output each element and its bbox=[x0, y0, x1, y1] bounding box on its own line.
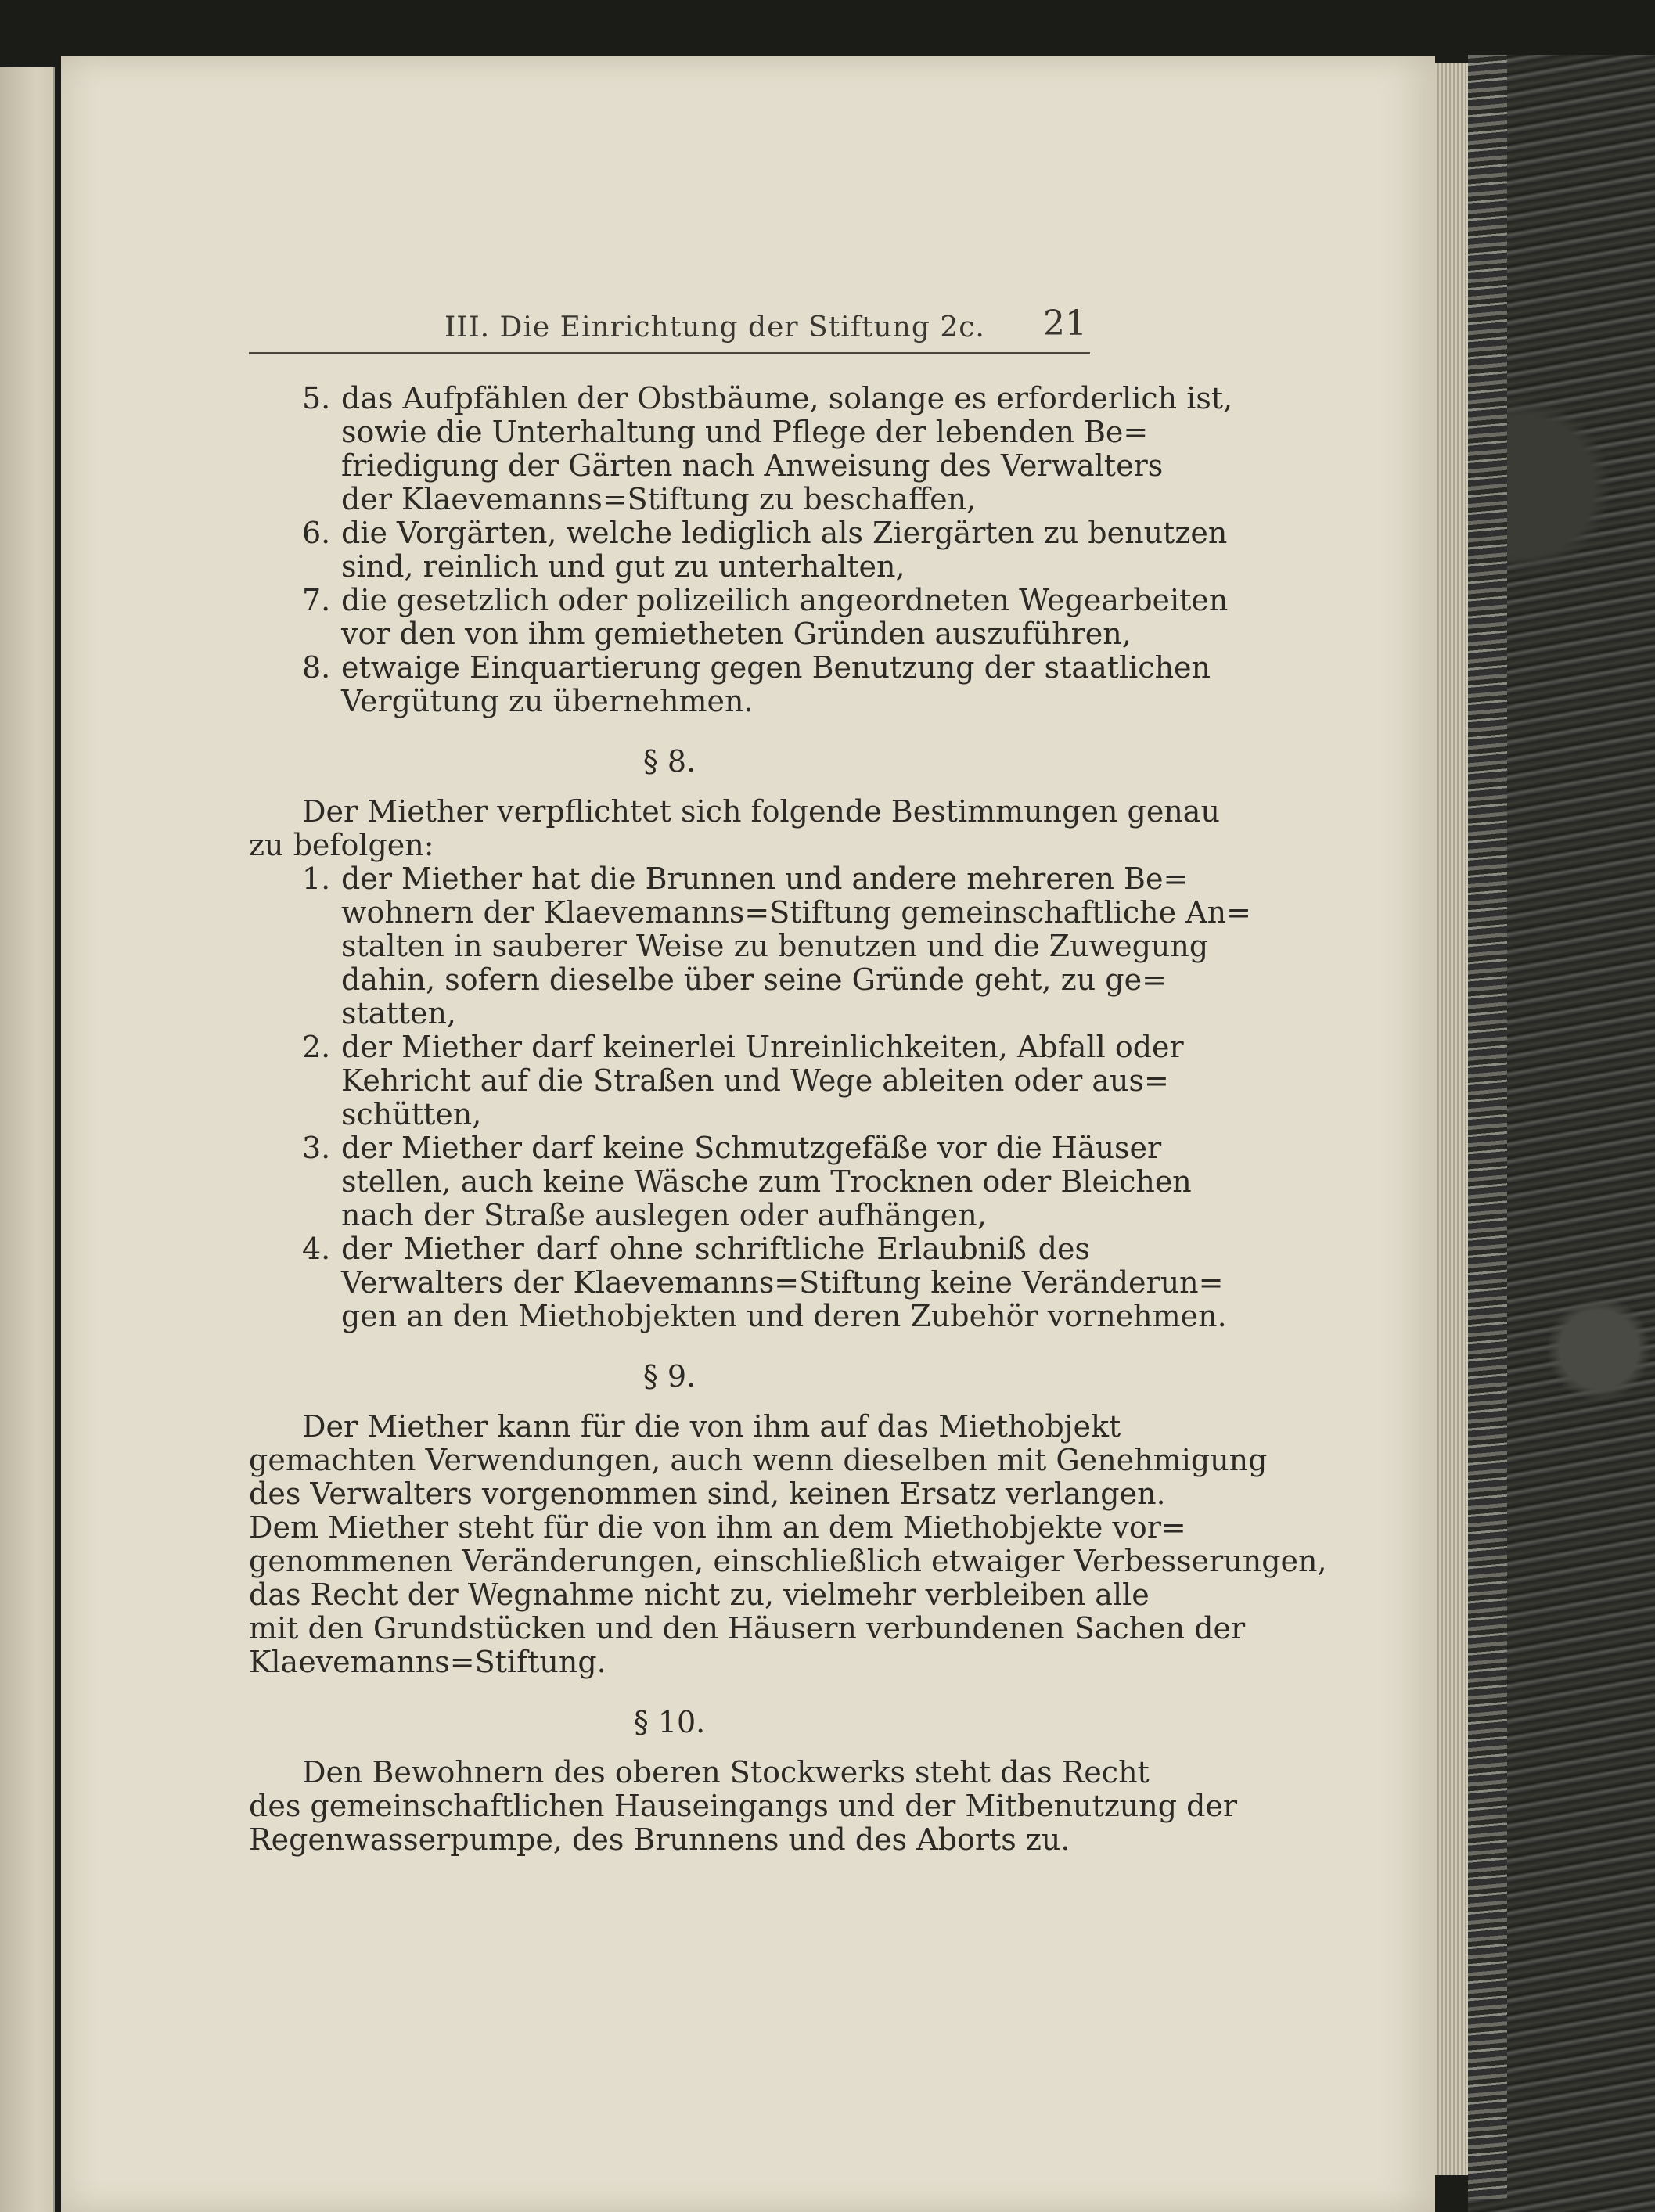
text-line: der Miether darf keinerlei Unreinlichkeiten, Abfall oder bbox=[341, 1030, 1184, 1064]
text-line: sowie die Unterhaltung und Pflege der lebenden Be= bbox=[341, 415, 1149, 449]
text-line: Verwalters der Klaevemanns=Stiftung keine Veränderun= bbox=[341, 1265, 1224, 1300]
list-item: 6. die Vorgärten, welche lediglich als Ziergärten zu benutzen sind, reinlich und gut zu unterhalten, bbox=[302, 516, 1228, 584]
text-line: wohnern der Klaevemanns=Stiftung gemeinschaftliche An= bbox=[341, 895, 1251, 930]
text-line: Der Miether kann für die von ihm auf das Miethobjekt bbox=[302, 1409, 1121, 1444]
page-stack-edges bbox=[1435, 63, 1468, 2175]
text-line: der Miether hat die Brunnen und andere mehreren Be= bbox=[341, 861, 1189, 896]
text-line: nach der Straße auslegen oder aufhängen, bbox=[341, 1198, 987, 1232]
section-heading: § 9. bbox=[642, 1359, 696, 1394]
text-line: sind, reinlich und gut zu unterhalten, bbox=[341, 549, 905, 584]
text-line: dahin, sofern dieselbe über seine Gründe geht, zu ge= bbox=[341, 962, 1167, 997]
text-line: mit den Grundstücken und den Häusern verbundenen Sachen der bbox=[249, 1611, 1246, 1646]
section-heading: § 10. bbox=[633, 1705, 706, 1739]
list-item: 7. die gesetzlich oder polizeilich angeordneten Wegearbeiten vor den von ihm gemietheten Gründen auszuführen, bbox=[302, 583, 1229, 651]
text-line: Vergütung zu übernehmen. bbox=[341, 684, 754, 718]
text-line: der Miether darf ohne schriftliche Erlaubniß des bbox=[341, 1232, 1090, 1266]
list-item: 2. der Miether darf keinerlei Unreinlichkeiten, Abfall oder Kehricht auf die Straßen und Wege ableiten oder aus= schütten, bbox=[302, 1030, 1184, 1131]
header-rule bbox=[249, 352, 1090, 354]
text-line: gemachten Verwendungen, auch wenn dieselben mit Genehmigung bbox=[249, 1443, 1268, 1477]
text-line: etwaige Einquartierung gegen Benutzung der staatlichen bbox=[341, 650, 1211, 685]
list-item: 1. der Miether hat die Brunnen und andere mehreren Be= wohnern der Klaevemanns=Stiftung gemeinschaftliche An= stalten in sauberer Weise zu benutzen und die Zuwegung dahin, sofern dieselbe über seine Gründe geht, zu ge= statten, bbox=[302, 861, 1251, 1030]
text-line: Den Bewohnern des oberen Stockwerks steht das Recht bbox=[302, 1755, 1150, 1789]
list-item: 3. der Miether darf keine Schmutzgefäße vor die Häuser stellen, auch keine Wäsche zum Trocknen oder Bleichen nach der Straße auslegen oder aufhängen, bbox=[302, 1131, 1192, 1232]
text-line: das Recht der Wegnahme nicht zu, vielmehr verbleiben alle bbox=[249, 1577, 1150, 1612]
text-line: Kehricht auf die Straßen und Wege ableiten oder aus= bbox=[341, 1063, 1169, 1098]
text-line: Klaevemanns=Stiftung. bbox=[249, 1645, 606, 1679]
list-item: 5. das Aufpfählen der Obstbäume, solange es erforderlich ist, sowie die Unterhaltung und Pflege der lebenden Be= friedigung der Gärten nach Anweisung des Verwalters der Klaevemanns=Stiftung zu beschaffen, bbox=[302, 381, 1233, 516]
text-line: schütten, bbox=[341, 1097, 482, 1131]
text-line: des Verwalters vorgenommen sind, keinen Ersatz verlangen. bbox=[249, 1476, 1166, 1511]
text-line: zu befolgen: bbox=[249, 828, 434, 862]
section-heading: § 8. bbox=[642, 744, 696, 779]
text-line: die gesetzlich oder polizeilich angeordneten Wegearbeiten bbox=[341, 583, 1229, 617]
text-line: die Vorgärten, welche lediglich als Ziergärten zu benutzen bbox=[341, 516, 1228, 550]
text-line: vor den von ihm gemietheten Gründen auszuführen, bbox=[341, 617, 1132, 651]
text-line: Der Miether verpflichtet sich folgende Bestimmungen genau bbox=[302, 794, 1220, 829]
text-line: statten, bbox=[341, 996, 457, 1030]
running-title: III. Die Einrichtung der Stiftung 2c. bbox=[444, 311, 985, 343]
text-line: Dem Miether steht für die von ihm an dem Miethobjekte vor= bbox=[249, 1510, 1186, 1545]
text-line: des gemeinschaftlichen Hauseingangs und der Mitbenutzung der bbox=[249, 1789, 1238, 1823]
list-item: 8. etwaige Einquartierung gegen Benutzung der staatlichen Vergütung zu übernehmen. bbox=[302, 650, 1211, 718]
facing-page-edge bbox=[0, 67, 55, 2212]
text-line: der Klaevemanns=Stiftung zu beschaffen, bbox=[341, 482, 977, 516]
text-line: stellen, auch keine Wäsche zum Trocknen oder Bleichen bbox=[341, 1164, 1192, 1199]
list-item: 4. der Miether darf ohne schriftliche Erlaubniß des Verwalters der Klaevemanns=Stiftung keine Veränderun= gen an den Miethobjekten und deren Zubehör vornehmen. bbox=[302, 1232, 1227, 1333]
binding-spine-strip bbox=[1468, 55, 1507, 2199]
running-header bbox=[249, 304, 1090, 358]
text-line: stalten in sauberer Weise zu benutzen und die Zuwegung bbox=[341, 929, 1209, 963]
text-line: gen an den Miethobjekten und deren Zubehör vornehmen. bbox=[341, 1299, 1227, 1333]
page-number: 21 bbox=[1043, 304, 1087, 343]
text-line: das Aufpfählen der Obstbäume, solange es erforderlich ist, bbox=[341, 381, 1233, 415]
text-line: Regenwasserpumpe, des Brunnens und des Aborts zu. bbox=[249, 1822, 1070, 1857]
text-line: genommenen Veränderungen, einschließlich etwaiger Verbesserungen, bbox=[249, 1544, 1327, 1578]
text-line: der Miether darf keine Schmutzgefäße vor die Häuser bbox=[341, 1131, 1162, 1165]
page-body bbox=[249, 381, 1327, 1857]
text-line: friedigung der Gärten nach Anweisung des Verwalters bbox=[341, 448, 1164, 483]
